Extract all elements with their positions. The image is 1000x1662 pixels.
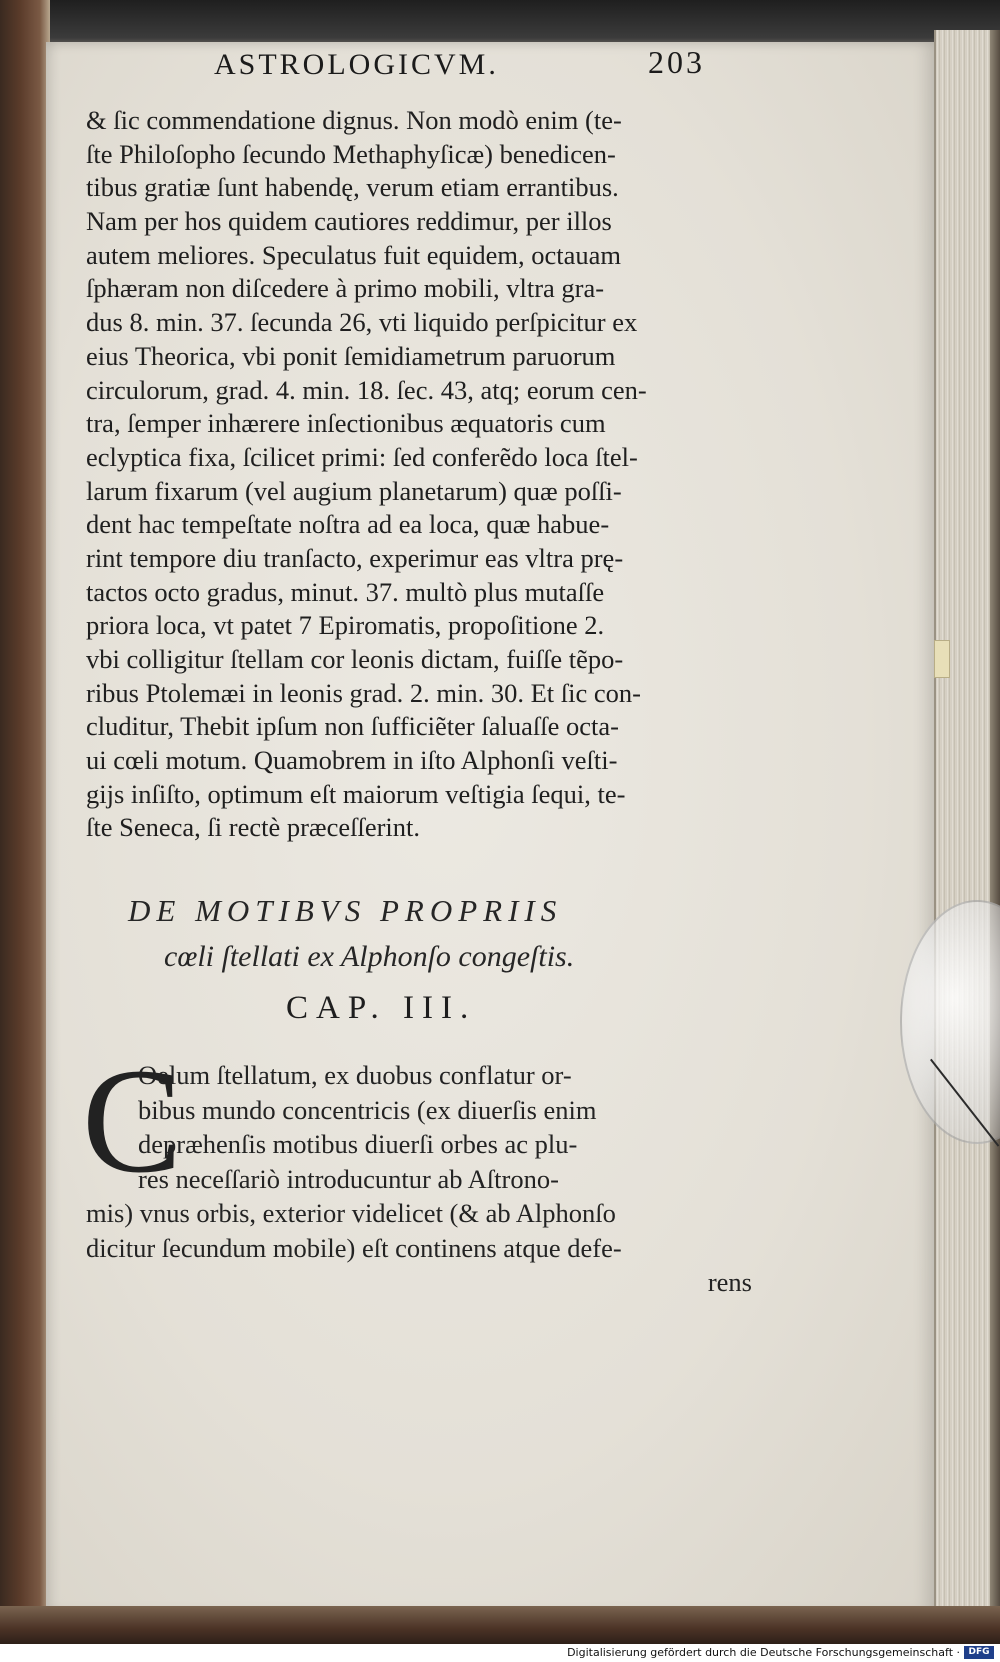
running-header: [214, 44, 714, 94]
page-edges: [934, 30, 1000, 1630]
text-line: ſphæram non diſcedere à primo mobili, vltra gra-: [86, 273, 605, 304]
book-cover-left: [0, 0, 50, 1644]
running-title: ASTROLOGICVM.: [214, 48, 499, 81]
text-line: depræhenſis motibus diuerſi orbes ac plu-: [138, 1129, 578, 1159]
text-line: ſte Seneca, ſi rectè præceſſerint.: [86, 812, 421, 843]
book-cover-bottom: [0, 1606, 1000, 1644]
drop-cap: C: [82, 1038, 183, 1204]
text-line: gijs inſiſto, optimum eſt maiorum veſtigia ſequi, te-: [86, 778, 626, 809]
text-line: vbi colligitur ſtellam cor leonis dictam, fuiſſe tẽpo-: [86, 644, 624, 674]
body-paragraph: [86, 104, 796, 845]
text-line: tactos octo gradus, minut. 37. multò plus mutaſſe: [86, 576, 605, 607]
text-line: ribus Ptolemæi in leonis grad. 2. min. 30. Et ſic con-: [86, 677, 641, 708]
text-line: Nam per hos quidem cautiores reddimur, per illos: [86, 206, 612, 237]
text-line: priora loca, vt patet 7 Epiromatis, propoſitione 2.: [86, 610, 605, 641]
page-number: 203: [648, 44, 705, 80]
text-line: tra, ſemper inhærere inſectionibus æquatoris cum: [86, 408, 606, 439]
text-line: ſte Philoſopho ſecundo Methaphyſicæ) benedicen-: [86, 138, 616, 169]
text-line: tibus gratiæ ſunt habendę, verum etiam errantibus.: [86, 172, 619, 203]
text-line: eius Theorica, vbi ponit ſemidiametrum paruorum: [86, 340, 616, 371]
text-line: eclyptica fixa, ſcilicet primi: ſed conferẽdo loca ſtel-: [86, 441, 638, 472]
section-heading: DE MOTIBVS PROPRIIS: [128, 893, 563, 928]
digitization-footer: [0, 1644, 1000, 1662]
section-subheading: cœli ſtellati ex Alphonſo congeſtis.: [164, 940, 575, 973]
catchword: rens: [707, 1267, 752, 1297]
text-line: larum fixarum (vel augium planetarum) quæ poſſi-: [86, 475, 622, 506]
text-line: dus 8. min. 37. ſecunda 26, vti liquido perſpicitur ex: [86, 307, 638, 338]
text-line: rint tempore diu tranſacto, experimur eas vltra prę-: [86, 542, 624, 573]
dfg-logo: DFG: [964, 1646, 994, 1659]
text-line: dicitur ſecundum mobile) eſt continens atque defe-: [86, 1232, 622, 1263]
page-tab-marker: [934, 640, 950, 678]
footer-credit: Digitalisierung gefördert durch die Deutsche Forschungsgemeinschaft ·: [567, 1646, 960, 1659]
text-line: Oelum ſtellatum, ex duobus conflatur or-: [138, 1060, 572, 1090]
text-line: res neceſſariò introducuntur ab Aſtrono-: [138, 1163, 559, 1194]
text-line: dent hac tempeſtate noſtra ad ea loca, quæ habue-: [86, 509, 610, 540]
text-line: bibus mundo concentricis (ex diuerſis enim: [138, 1094, 597, 1125]
chapter-paragraph: [86, 1058, 766, 1300]
text-line: circulorum, grad. 4. min. 18. ſec. 43, atq; eorum cen-: [86, 374, 647, 405]
text-line: & ſic commendatione dignus. Non modò enim (te-: [86, 105, 622, 135]
chapter-heading: CAP. III.: [286, 990, 477, 1026]
text-line: cluditur, Thebit ipſum non ſufficiẽter ſaluaſſe octa-: [86, 711, 619, 742]
text-line: autem meliores. Speculatus fuit equidem, octauam: [86, 239, 621, 270]
text-line: ui cœli motum. Quamobrem in iſto Alphonſi veſti-: [86, 745, 618, 776]
text-line: mis) vnus orbis, exterior videlicet (& ab Alphonſo: [86, 1198, 616, 1228]
